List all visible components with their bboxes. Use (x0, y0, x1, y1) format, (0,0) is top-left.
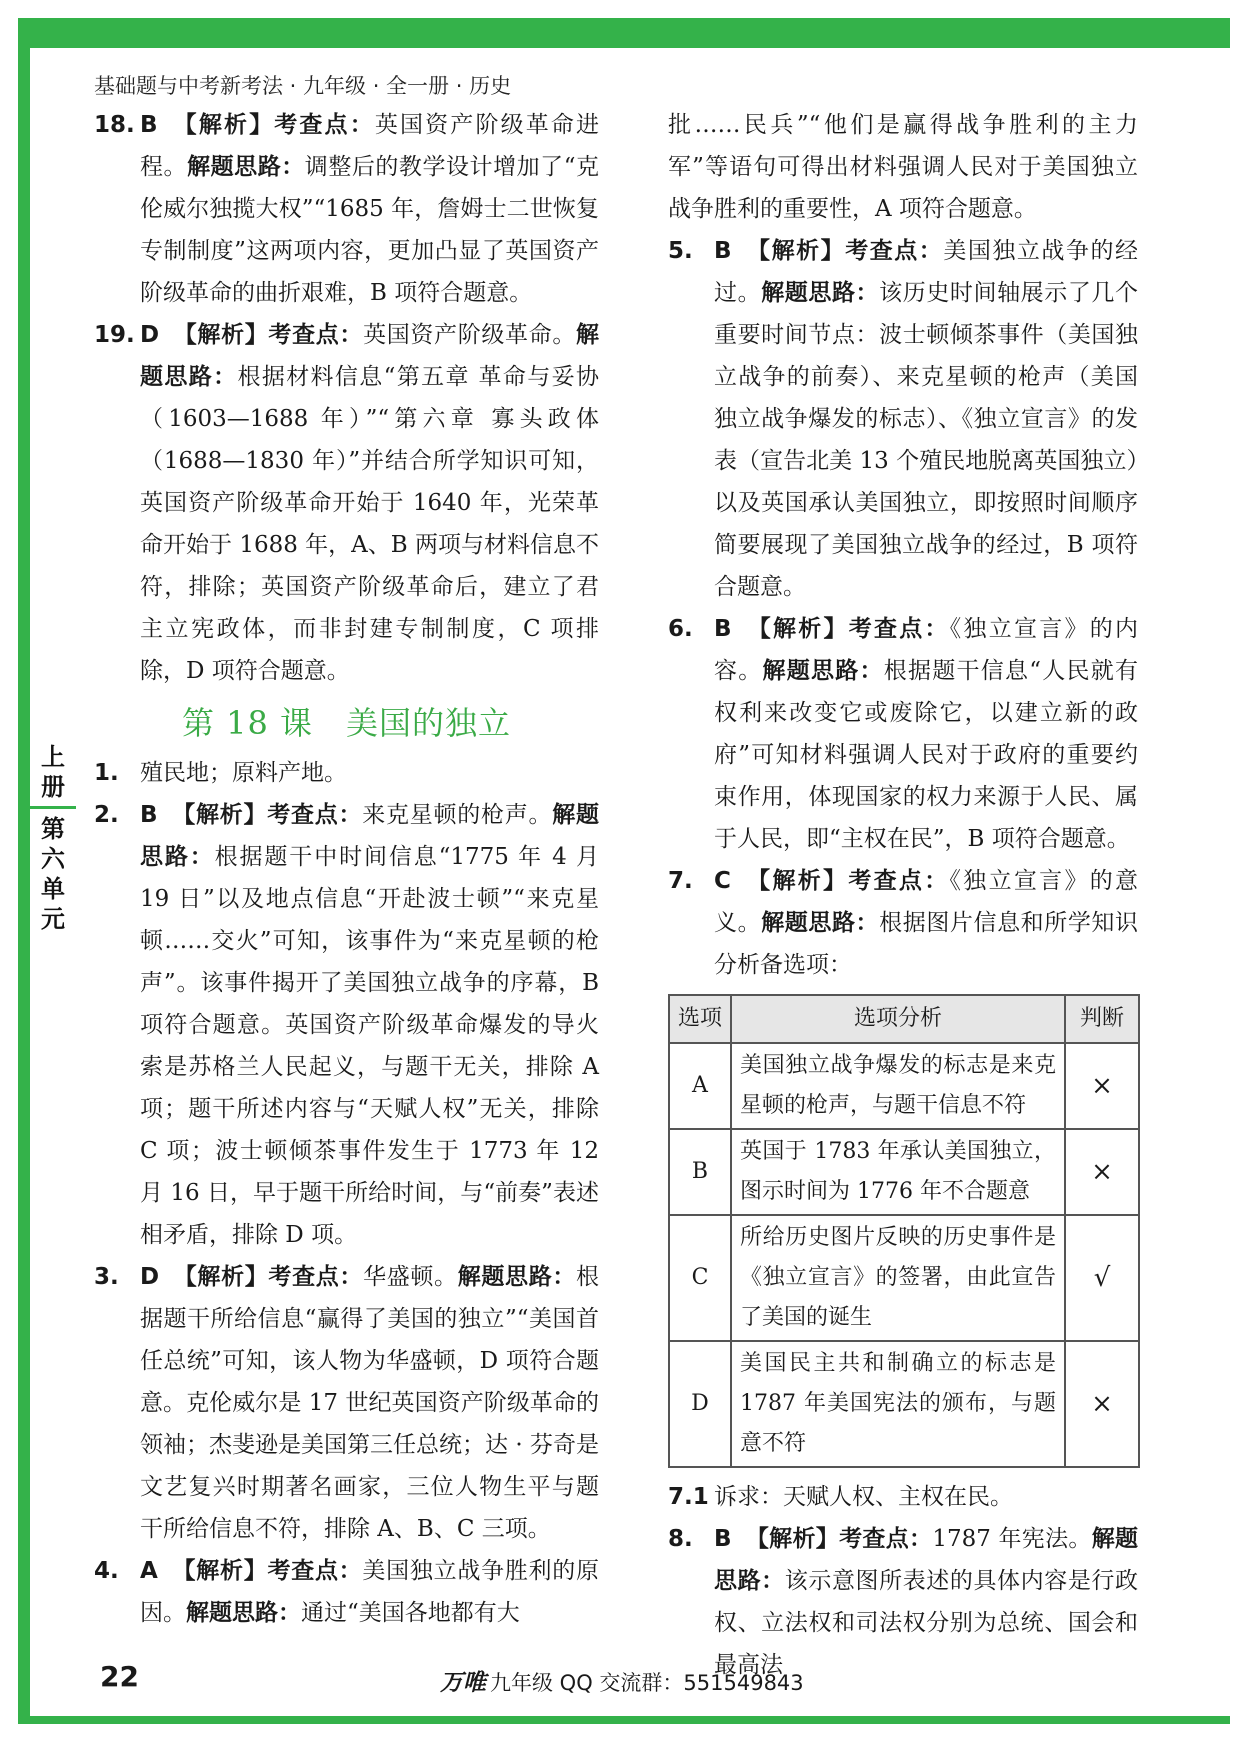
page-number: 22 (100, 1660, 139, 1693)
table-header-option: 选项 (669, 995, 731, 1043)
answer-entry-8: 8. B 【解析】考查点：1787 年宪法。解题思路：该示意图所表述的具体内容是行政权、立法权和司法权分别为总统、国会和最高法 (668, 1526, 1139, 1678)
bottom-border (18, 1716, 1230, 1724)
answer-entry-1: 1. 殖民地；原料产地。 (94, 760, 347, 786)
left-column (94, 104, 599, 1634)
answer-entry-4: 4. A 【解析】考查点：美国独立战争胜利的原因。解题思路：通过“美国各地都有大 (94, 1558, 600, 1626)
table-header-judgement: 判断 (1065, 995, 1139, 1043)
side-tab-unit: 第 六 单 元 (30, 814, 76, 944)
answer-entry-3: 3. D 【解析】考查点：华盛顿。解题思路：根据题干所给信息“赢得了美国的独立”“美国首任总统”可知，该人物为华盛顿，D 项符合题意。克伦威尔是 17 世纪英国资产阶级革命的领袖；杰斐逊是美国第三任总统；达 · 芬奇是文艺复兴时期著名画家，三位人物生平与题干所给信息不符，排除 A、B、C 三项。 (94, 1264, 600, 1542)
table-header-analysis: 选项分析 (731, 995, 1065, 1043)
table-row (669, 1215, 1139, 1341)
table-header-row (669, 995, 1139, 1043)
option-cell: C (669, 1215, 731, 1341)
left-border (18, 18, 30, 1724)
answer-entry-7: 7. C 【解析】考查点：《独立宣言》的意义。解题思路：根据图片信息和所学知识分析备选项： (668, 868, 1139, 978)
option-cell: D (669, 1341, 731, 1467)
right-column (668, 104, 1138, 1686)
answer-entry-6: 6. B 【解析】考查点：《独立宣言》的内容。解题思路：根据题干信息“人民就有权利来改变它或废除它，以建立新的政府”可知材料强调人民对于政府的重要约束作用，体现国家的权力来源于人民、属于人民，即“主权在民”，B 项符合题意。 (668, 616, 1139, 852)
answer-entry-19: 19. D 【解析】考查点：英国资产阶级革命。解题思路：根据材料信息“第五章 革命与妥协（1603—1688 年）”“第六章 寡头政体（1688—1830 年）”并结合所学知识可知，英国资产阶级革命开始于 1640 年，光荣革命开始于 1688 年，A、B 两项与材料信息不符，排除；英国资产阶级革命后，建立了君主立宪政体，而非封建专制制度，C 项排除，D 项符合题意。 (94, 322, 600, 684)
analysis-cell: 美国民主共和制确立的标志是 1787 年美国宪法的颁布，与题意不符 (731, 1341, 1065, 1467)
judgement-cell: × (1065, 1129, 1139, 1215)
analysis-cell: 美国独立战争爆发的标志是来克星顿的枪声，与题干信息不符 (731, 1043, 1065, 1129)
table-row (669, 1043, 1139, 1129)
answer-entry-4-continued: 批……民兵”“他们是赢得战争胜利的主力军”等语句可得出材料强调人民对于美国独立战争胜利的重要性，A 项符合题意。 (668, 112, 1138, 222)
answer-entry-2: 2. B 【解析】考查点：来克星顿的枪声。解题思路：根据题干中时间信息“1775 年 4 月 19 日”以及地点信息“开赴波士顿”“来克星顿……交火”可知，该事件为“来克星顿的枪声”。该事件揭开了美国独立战争的序幕，B 项符合题意。英国资产阶级革命爆发的导火索是苏格兰人民起义，与题干无关，排除 A 项；题干所述内容与“天赋人权”无关，排除 C 项；波士顿倾茶事件发生于 1773 年 12 月 16 日，早于题干所给时间，与“前奏”表述相矛盾，排除 D 项。 (94, 802, 600, 1248)
side-tab-volume: 上 册 (30, 742, 76, 809)
analysis-cell: 英国于 1783 年承认美国独立，图示时间为 1776 年不合题意 (731, 1129, 1065, 1215)
judgement-cell: √ (1065, 1215, 1139, 1341)
table-row (669, 1341, 1139, 1467)
answer-entry-18: 18. B 【解析】考查点：英国资产阶级革命进程。解题思路：调整后的教学设计增加了“克伦威尔独揽大权”“1685 年，詹姆士二世恢复专制制度”这两项内容，更加凸显了英国资产阶级革命的曲折艰难，B 项符合题意。 (94, 112, 600, 306)
lesson-title: 第 18 课 美国的独立 (181, 704, 512, 742)
judgement-cell: × (1065, 1043, 1139, 1129)
footer-brand (440, 1664, 804, 1697)
top-border (18, 18, 1230, 48)
judgement-cell: × (1065, 1341, 1139, 1467)
option-cell: A (669, 1043, 731, 1129)
analysis-cell: 所给历史图片反映的历史事件是《独立宣言》的签署，由此宣告了美国的诞生 (731, 1215, 1065, 1341)
answer-entry-5: 5. B 【解析】考查点：美国独立战争的经过。解题思路：该历史时间轴展示了几个重要时间节点：波士顿倾茶事件（美国独立战争的前奏）、来克星顿的枪声（美国独立战争爆发的标志）、《独立宣言》的发表（宣告北美 13 个殖民地脱离英国独立）以及英国承认美国独立，即按照时间顺序简要展现了美国独立战争的经过，B 项符合题意。 (668, 238, 1139, 600)
footer-text: 九年级 QQ 交流群：551549843 (490, 1671, 804, 1695)
table-row (669, 1129, 1139, 1215)
header-title: 基础题与中考新考法 · 九年级 · 全一册 · 历史 (94, 74, 512, 98)
brand-logo: 万唯 (440, 1670, 486, 1696)
option-analysis-table (668, 994, 1140, 1468)
option-cell: B (669, 1129, 731, 1215)
answer-entry-7-1: 7.1 诉求：天赋人权、主权在民。 (668, 1484, 1013, 1510)
